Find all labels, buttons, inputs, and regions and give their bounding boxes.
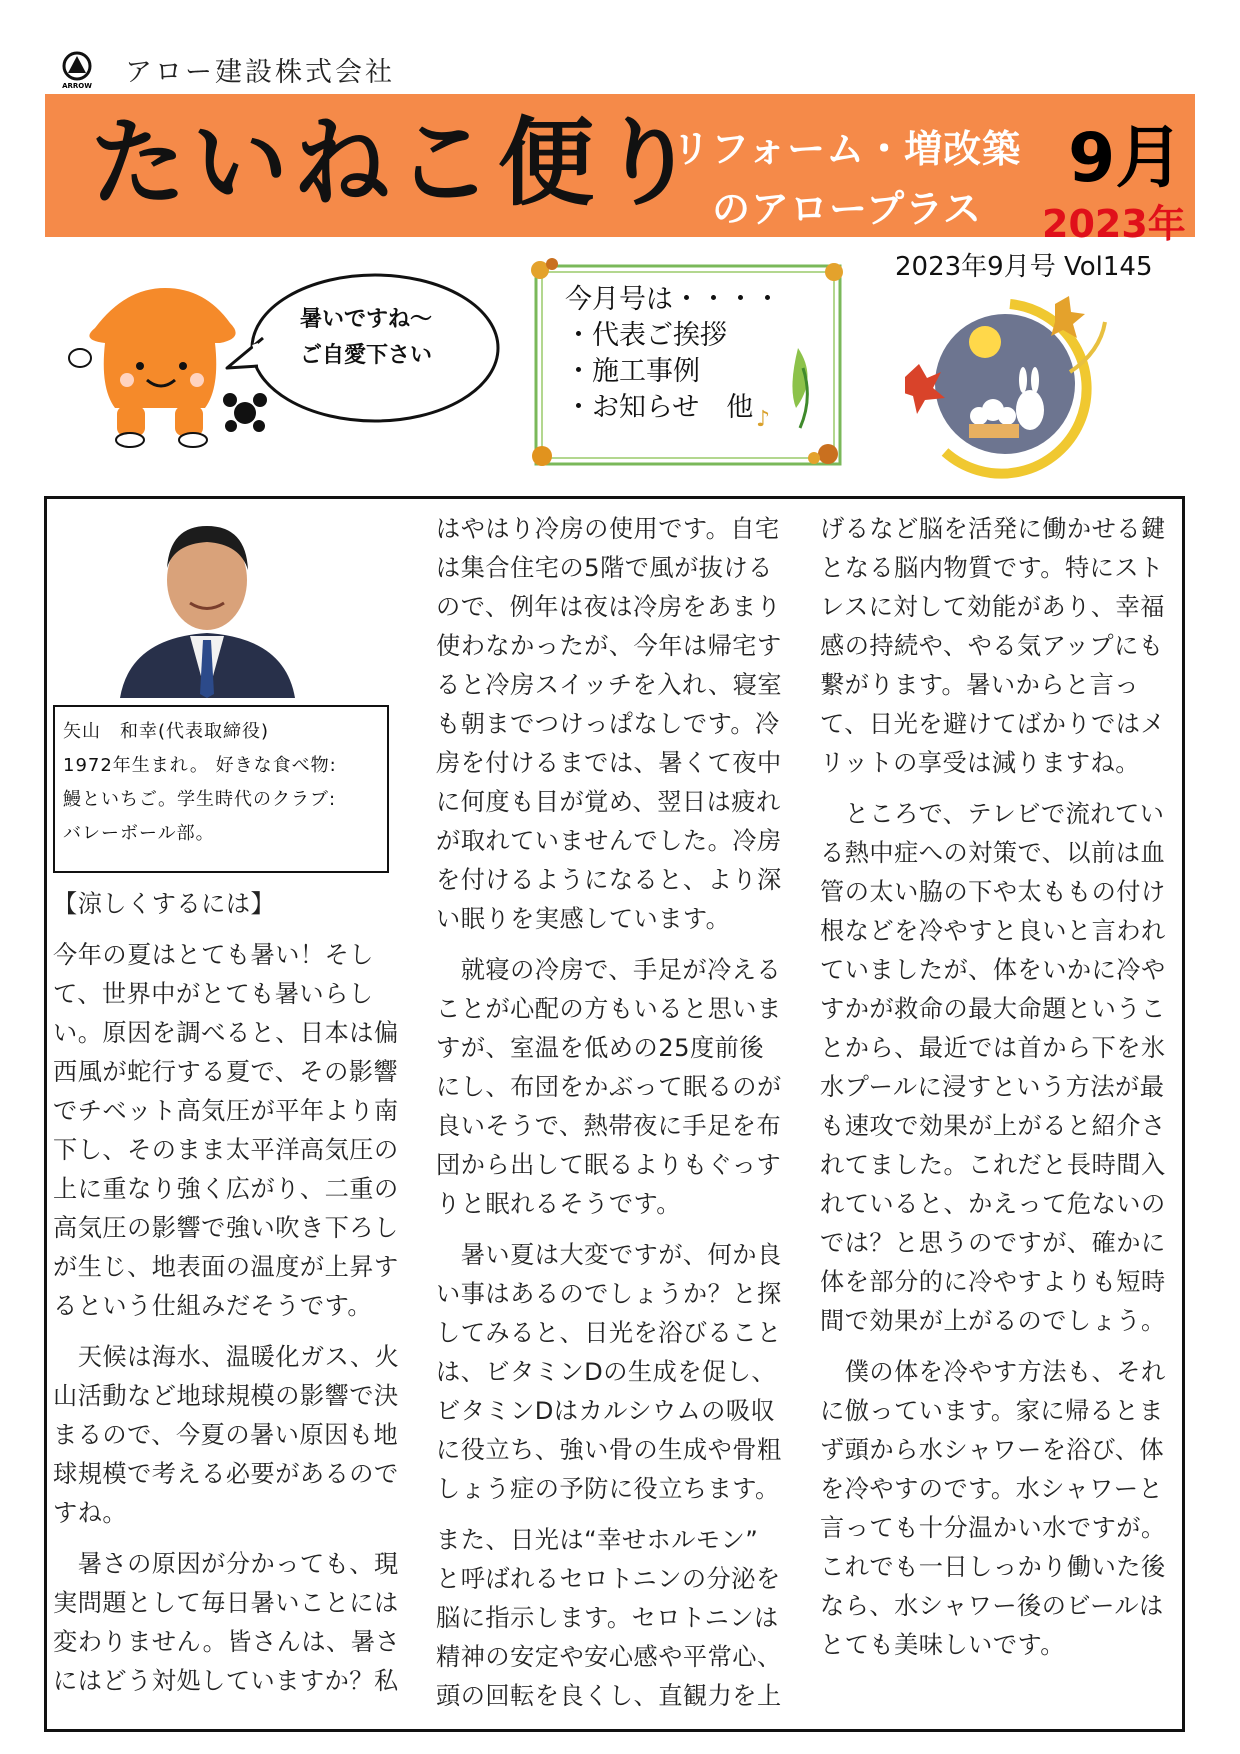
profile-name: 矢山 和幸(代表取締役)	[63, 721, 270, 742]
article-line: なら、水シャワー後のビールは	[820, 1592, 1164, 1620]
article-heading: 【涼しくするには】	[53, 890, 276, 918]
article-line: 変わりません。皆さんは、暑さ	[53, 1628, 401, 1656]
article-line: 上に重なり強く広がり、二重の	[53, 1175, 399, 1203]
article-line: はやはり冷房の使用です。自宅	[436, 515, 780, 543]
article-line: も速攻で効果が上がると紹介さ	[820, 1112, 1166, 1140]
article-line: 言っても十分温かい水ですが。	[820, 1514, 1166, 1542]
article-line: る熱中症への対策で、以前は血	[820, 839, 1166, 867]
speech-line-1: 暑いですね～	[300, 307, 433, 332]
article-line: ていましたが、体をいかに冷や	[820, 956, 1166, 984]
profile-line: バレーボール部。	[63, 823, 215, 844]
article-line: は、ビタミンDの生成を促し、	[436, 1358, 777, 1386]
article-line: してみると、日光を浴びること	[436, 1319, 782, 1347]
svg-text:♪: ♪	[756, 407, 771, 432]
moon-viewing-rabbit-icon	[905, 292, 1115, 482]
company-name: アロー建設株式会社	[125, 57, 395, 88]
speech-line-2: ご自愛下さい	[300, 343, 433, 368]
tagline-arrow-plus: のアロープラス	[712, 187, 982, 231]
article-line: にはどう対処していますか？私	[53, 1667, 399, 1695]
article-line: ると冷房スイッチを入れ、寝室	[436, 671, 783, 699]
article-line: 暑い夏は大変ですが、何か良	[436, 1241, 782, 1269]
article-column-2	[436, 510, 782, 1716]
contents-item: ・代表ご挨拶	[565, 320, 727, 351]
article-line: 繋がります。暑いからと言っ	[820, 671, 1140, 699]
article-line: 暑さの原因が分かっても、現	[53, 1550, 399, 1578]
article-line: にし、布団をかぶって眠るのが	[436, 1073, 782, 1101]
article-line: また、日光は“幸せホルモン”	[436, 1526, 759, 1554]
article-line: リットの享受は減りますね。	[820, 749, 1140, 777]
article-line: れていると、かえって危ないの	[820, 1190, 1166, 1218]
article-line: 実問題として毎日暑いことには	[53, 1589, 399, 1617]
issue-number: 2023年9月号 Vol145	[895, 252, 1153, 282]
tagline-reform: リフォーム・増改築	[672, 127, 1022, 171]
article-line: が生じ、地表面の温度が上昇す	[53, 1253, 399, 1281]
article-line: て、日光を避けてばかりではメ	[820, 710, 1166, 738]
article-line: 管の太い脇の下や太ももの付け	[820, 878, 1166, 906]
contents-item: ・お知らせ 他	[565, 392, 754, 423]
article-line: 僕の体を冷やす方法も、それ	[820, 1358, 1166, 1386]
article-line: い。原因を調べると、日本は偏	[53, 1019, 399, 1047]
article-line: い眠りを実感しています。	[436, 905, 731, 933]
article-line: レスに対して効能があり、幸福	[820, 593, 1165, 621]
article-line: 使わなかったが、今年は帰宅す	[436, 632, 782, 660]
article-line: 良いそうで、熱帯夜に手足を布	[436, 1112, 782, 1140]
article-line: すが、室温を低めの25度前後	[436, 1034, 765, 1062]
speech-bubble-text	[300, 302, 432, 374]
article-line: これでも一日しっかり働いた後	[820, 1553, 1166, 1581]
article-line: 今年の夏はとても暑い！そし	[53, 941, 374, 969]
article-line: すかが救命の最大命題というこ	[820, 995, 1166, 1023]
article-line: 天候は海水、温暖化ガス、火	[53, 1343, 400, 1371]
article-line: 下し、そのまま太平洋高気圧の	[53, 1136, 399, 1164]
article-line: 球規模で考える必要があるので	[53, 1460, 399, 1488]
contents-list	[565, 282, 781, 426]
article-line: ので、例年は夜は冷房をあまり	[436, 593, 782, 621]
article-column-1	[53, 885, 400, 1701]
article-line: 感の持続や、やる気アップにも	[820, 632, 1164, 660]
article-line: でチベット高気圧が平年より南	[53, 1097, 399, 1125]
article-line: 脳に指示します。セロトニンは	[436, 1604, 779, 1632]
article-line: を付けるようになると、より深	[436, 866, 782, 894]
article-line: れてました。これだと長時間入	[820, 1151, 1166, 1179]
article-line: が取れていませんでした。冷房	[436, 827, 782, 855]
profile-line: 鰻といちご。学生時代のクラブ:	[63, 789, 337, 810]
article-line: ず頭から水シャワーを浴び、体	[820, 1436, 1165, 1464]
article-line: 精神の安定や安心感や平常心、	[436, 1643, 782, 1671]
article-line: 高気圧の影響で強い吹き下ろし	[53, 1214, 399, 1242]
svg-text:ARROW: ARROW	[62, 82, 92, 90]
article-line: となる脳内物質です。特にスト	[820, 554, 1164, 582]
article-line: は集合住宅の5階で風が抜ける	[436, 554, 773, 582]
article-line: に何度も目が覚め、翌日は疲れ	[436, 788, 781, 816]
article-line: い事はあるのでしょうか？と探	[436, 1280, 782, 1308]
article-line: 就寝の冷房で、手足が冷える	[436, 956, 782, 984]
article-line: るという仕組みだそうです。	[53, 1292, 373, 1320]
article-line: 頭の回転を良くし、直観力を上	[436, 1682, 782, 1710]
article-line: を冷やすのです。水シャワーと	[820, 1475, 1164, 1503]
article-line: ことが心配の方もいると思いま	[436, 995, 782, 1023]
article-line: では？と思うのですが、確かに	[820, 1229, 1166, 1257]
article-line: 団から出して眠るよりもぐっす	[436, 1151, 782, 1179]
article-line: 西風が蛇行する夏で、その影響	[53, 1058, 399, 1086]
article-line: りと眠れるそうです。	[436, 1190, 681, 1218]
article-line: と呼ばれるセロトニンの分泌を	[436, 1565, 781, 1593]
article-line: 山活動など地球規模の影響で決	[53, 1382, 399, 1410]
article-line: ところで、テレビで流れてい	[820, 800, 1165, 828]
contents-heading: 今月号は・・・・	[565, 284, 781, 315]
newsletter-title: たいねこ便り	[90, 106, 702, 219]
article-line: しょう症の予防に役立ちます。	[436, 1475, 780, 1503]
issue-month: 9月	[1068, 119, 1184, 198]
article-line: げるなど脳を活発に働かせる鍵	[820, 515, 1166, 543]
article-line: とても美味しいです。	[820, 1631, 1065, 1659]
article-line: 間で効果が上がるのでしょう。	[820, 1307, 1166, 1335]
profile-line: 1972年生まれ。 好きな食べ物:	[63, 755, 337, 776]
article-line: とから、最近では首から下を氷	[820, 1034, 1166, 1062]
article-line: 体を部分的に冷やすよりも短時	[820, 1268, 1166, 1296]
article-line: に倣っています。家に帰るとま	[820, 1397, 1164, 1425]
arrow-company-logo-icon	[57, 50, 97, 90]
profile-card	[53, 705, 389, 873]
issue-year: 2023年	[1042, 202, 1186, 246]
contents-item: ・施工事例	[565, 356, 700, 387]
article-line: に役立ち、強い骨の生成や骨粗	[436, 1436, 782, 1464]
article-line: 根などを冷やすと良いと言われ	[820, 917, 1166, 945]
article-line: も朝までつけっぱなしです。冷	[436, 710, 780, 738]
article-line: て、世界中がとても暑いらし	[53, 980, 374, 1008]
article-line: ビタミンDはカルシウムの吸収	[436, 1397, 776, 1425]
article-column-3	[820, 510, 1166, 1665]
article-line: まるので、今夏の暑い原因も地	[53, 1421, 399, 1449]
article-line: 水プールに浸すという方法が最	[820, 1073, 1165, 1101]
article-line: 房を付けるまでは、暑くて夜中	[436, 749, 782, 777]
representative-portrait	[110, 508, 305, 698]
article-line: すね。	[53, 1499, 128, 1527]
